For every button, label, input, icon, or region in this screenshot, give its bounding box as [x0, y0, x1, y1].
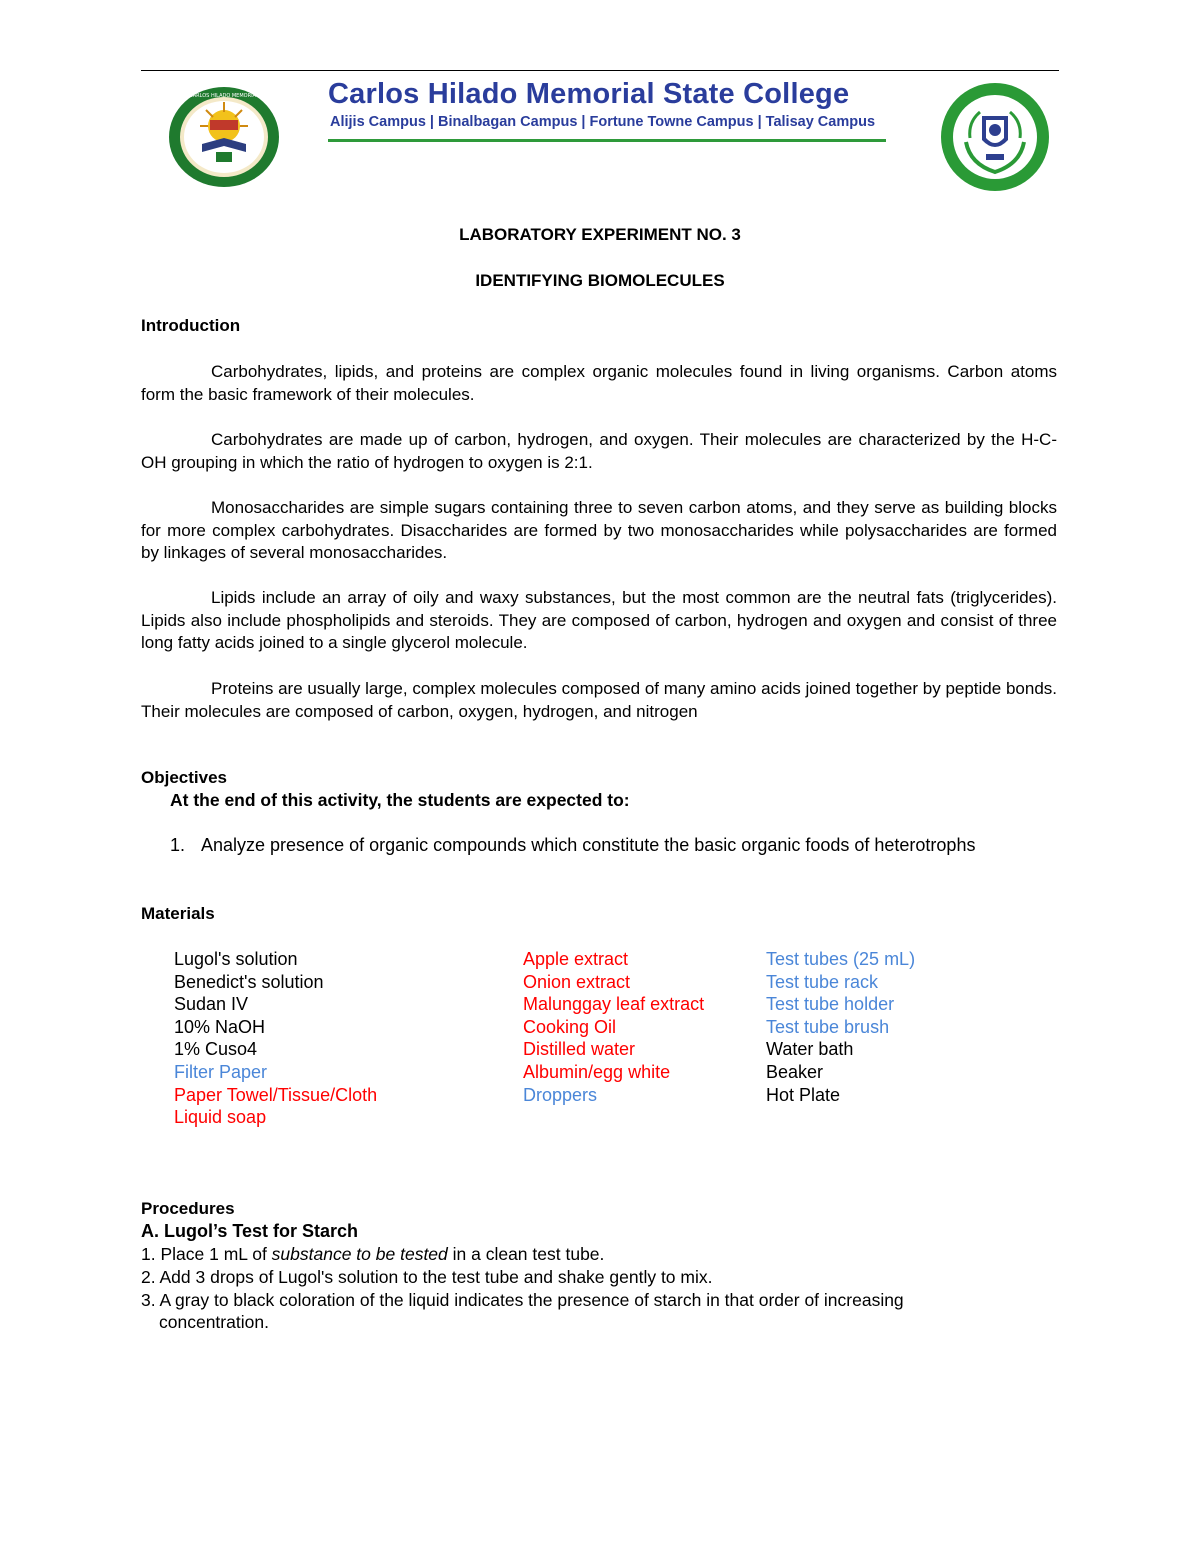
- material-item: Test tube holder: [766, 994, 895, 1015]
- material-item: Lugol's solution: [174, 949, 298, 969]
- materials-column-1: [174, 948, 377, 1129]
- material-item: Test tube brush: [766, 1016, 890, 1037]
- objective-item: Analyze presence of organic compounds which constitute the basic organic foods of heterotrophs: [201, 835, 976, 855]
- objectives-lead: At the end of this activity, the students are expected to:: [170, 790, 630, 810]
- experiment-number-title: LABORATORY EXPERIMENT NO. 3: [459, 225, 741, 244]
- material-item: Apple extract: [523, 949, 629, 969]
- intro-paragraph: Carbohydrates, lipids, and proteins are complex organic molecules found in living organisms. Carbon atoms form the basic framework of their molecules.: [141, 362, 1057, 404]
- material-item: Test tubes (25 mL): [766, 949, 916, 969]
- procedure-step: 2. Add 3 drops of Lugol's solution to the test tube and shake gently to mix.: [141, 1267, 713, 1287]
- material-item: 10% NaOH: [174, 1016, 266, 1037]
- objective-number: 1.: [170, 835, 186, 855]
- intro-paragraph: Carbohydrates are made up of carbon, hydrogen, and oxygen. Their molecules are characterized by the H-C-OH grouping in which the ratio of hydrogen to oxygen is 2:1.: [141, 430, 1057, 472]
- material-item: Paper Towel/Tissue/Cloth: [174, 1084, 378, 1105]
- procedure-subheading: A. Lugol’s Test for Starch: [141, 1221, 359, 1241]
- materials-heading: Materials: [141, 904, 215, 923]
- materials-column-3: [766, 948, 915, 1106]
- university-seal-logo: [168, 86, 280, 188]
- intro-paragraph: Monosaccharides are simple sugars containing three to seven carbon atoms, and they serve as building blocks for more complex carbohydrates. Disaccharides are formed by two monosaccharides while polysaccharides are formed by linkages of several monosaccharides.: [141, 498, 1057, 563]
- procedure-step: 3. A gray to black coloration of the liquid indicates the presence of starch in that order of increasing: [141, 1290, 904, 1310]
- campus-list: Alijis Campus | Binalbagan Campus | Fortune Towne Campus | Talisay Campus: [330, 114, 876, 130]
- material-item: Water bath: [766, 1039, 854, 1060]
- material-item: Sudan IV: [174, 994, 249, 1015]
- material-item: Benedict's solution: [174, 971, 324, 992]
- materials-column-2: [523, 948, 704, 1106]
- college-seal-logo: [940, 82, 1050, 192]
- material-item: Malunggay leaf extract: [523, 994, 705, 1015]
- introduction-heading: Introduction: [141, 316, 241, 335]
- material-item: Hot Plate: [766, 1084, 841, 1105]
- header-top-rule: [141, 70, 1059, 71]
- material-item: 1% Cuso4: [174, 1039, 258, 1060]
- material-item: Test tube rack: [766, 971, 879, 992]
- intro-paragraph: Proteins are usually large, complex molecules composed of many amino acids joined together by peptide bonds. Their molecules are composed of carbon, oxygen, hydrogen, and nitrogen: [141, 679, 1057, 721]
- procedure-step: 1. Place 1 mL of substance to be tested in a clean test tube.: [141, 1244, 605, 1264]
- material-item: Liquid soap: [174, 1107, 267, 1128]
- material-item: Cooking Oil: [523, 1016, 617, 1037]
- material-item: Albumin/egg white: [523, 1061, 671, 1082]
- objectives-heading: Objectives: [141, 768, 227, 787]
- material-item: Onion extract: [523, 971, 631, 992]
- header-green-rule: [328, 139, 886, 142]
- material-item: Droppers: [523, 1084, 598, 1105]
- procedures-heading: Procedures: [141, 1199, 235, 1218]
- material-item: Filter Paper: [174, 1061, 268, 1082]
- procedure-step-continuation: concentration.: [159, 1312, 269, 1332]
- svg-text:CARLOS HILADO MEMORIAL: CARLOS HILADO MEMORIAL: [189, 93, 259, 99]
- college-name: Carlos Hilado Memorial State College: [328, 78, 850, 110]
- material-item: Distilled water: [523, 1039, 636, 1060]
- intro-paragraph: Lipids include an array of oily and waxy substances, but the most common are the neutral fats (triglycerides). Lipids also include phospholipids and steroids. They are composed of carbon, hydrogen and oxygen and consist of three long fatty acids joined to a single glycerol molecule.: [141, 588, 1057, 653]
- material-item: Beaker: [766, 1061, 824, 1082]
- experiment-topic-title: IDENTIFYING BIOMOLECULES: [475, 271, 725, 290]
